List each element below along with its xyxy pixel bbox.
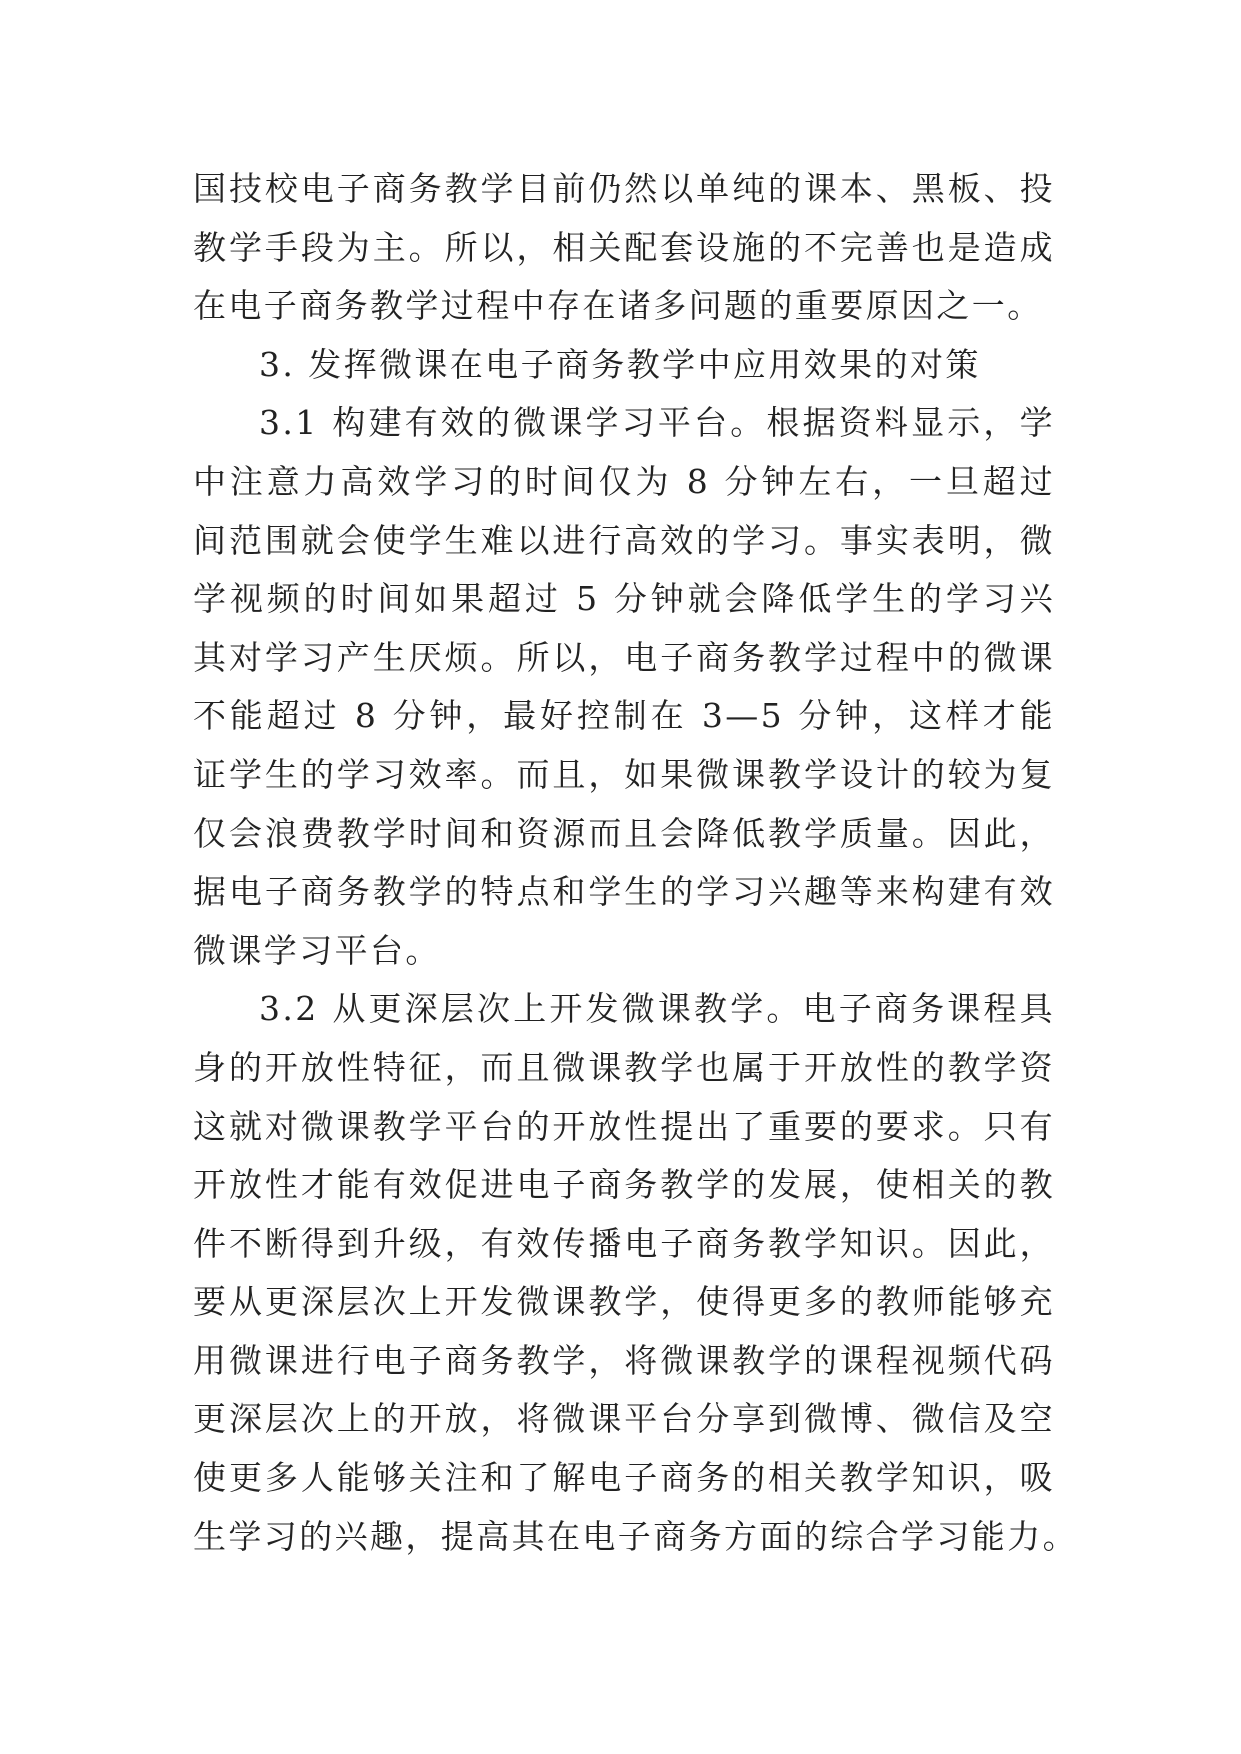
section-heading xyxy=(193,336,1055,395)
text-line: 教学手段为主。所以，相关配套设施的不完善也是造成 xyxy=(193,227,1055,267)
text-line: 开放性才能有效促进电子商务教学的发展，使相关的教 xyxy=(193,1165,1055,1205)
text-line: 其对学习产生厌烦。所以，电子商务教学过程中的微课 xyxy=(193,637,1055,677)
text-line: 在电子商务教学过程中存在诸多问题的重要原因之一。 xyxy=(193,286,1043,326)
text-line: 这就对微课教学平台的开放性提出了重要的要求。只有 xyxy=(193,1106,1055,1146)
text-line: 用微课进行电子商务教学，将微课教学的课程视频代码 xyxy=(193,1340,1055,1380)
text-line: 证学生的学习效率。而且，如果微课教学设计的较为复 xyxy=(193,754,1055,794)
paragraph-3-2 xyxy=(193,980,1078,1566)
heading-text: 3. 发挥微课在电子商务教学中应用效果的对策 xyxy=(259,344,981,384)
paragraph-3-1 xyxy=(193,394,1055,980)
text-line: 生学习的兴趣，提高其在电子商务方面的综合学习能力。 xyxy=(193,1516,1078,1556)
body-text xyxy=(193,160,1078,1566)
text-line: 微课学习平台。 xyxy=(193,930,441,970)
text-line: 更深层次上的开放，将微课平台分享到微博、微信及空 xyxy=(193,1399,1055,1439)
text-line: 要从更深层次上开发微课教学，使得更多的教师能够充 xyxy=(193,1282,1055,1322)
text-line: 间范围就会使学生难以进行高效的学习。事实表明，微 xyxy=(193,520,1055,560)
text-line: 3.1 构建有效的微课学习平台。根据资料显示，学 xyxy=(259,403,1055,443)
text-line: 据电子商务教学的特点和学生的学习兴趣等来构建有效 xyxy=(193,872,1055,912)
text-line: 国技校电子商务教学目前仍然以单纯的课本、黑板、投 xyxy=(193,169,1055,208)
text-line: 不能超过 8 分钟，最好控制在 3—5 分钟，这样才能 xyxy=(193,696,1055,736)
text-line: 使更多人能够关注和了解电子商务的相关教学知识，吸 xyxy=(193,1458,1055,1498)
text-line: 仅会浪费教学时间和资源而且会降低教学质量。因此， xyxy=(193,813,1055,853)
paragraph-continuation xyxy=(193,160,1055,336)
text-line: 中注意力高效学习的时间仅为 8 分钟左右，一旦超过 xyxy=(193,461,1055,501)
text-line: 3.2 从更深层次上开发微课教学。电子商务课程具 xyxy=(259,989,1055,1029)
text-line: 身的开放性特征，而且微课教学也属于开放性的教学资 xyxy=(193,1047,1055,1087)
text-line: 学视频的时间如果超过 5 分钟就会降低学生的学习兴 xyxy=(193,579,1055,619)
text-line: 件不断得到升级，有效传播电子商务教学知识。因此， xyxy=(193,1223,1055,1263)
